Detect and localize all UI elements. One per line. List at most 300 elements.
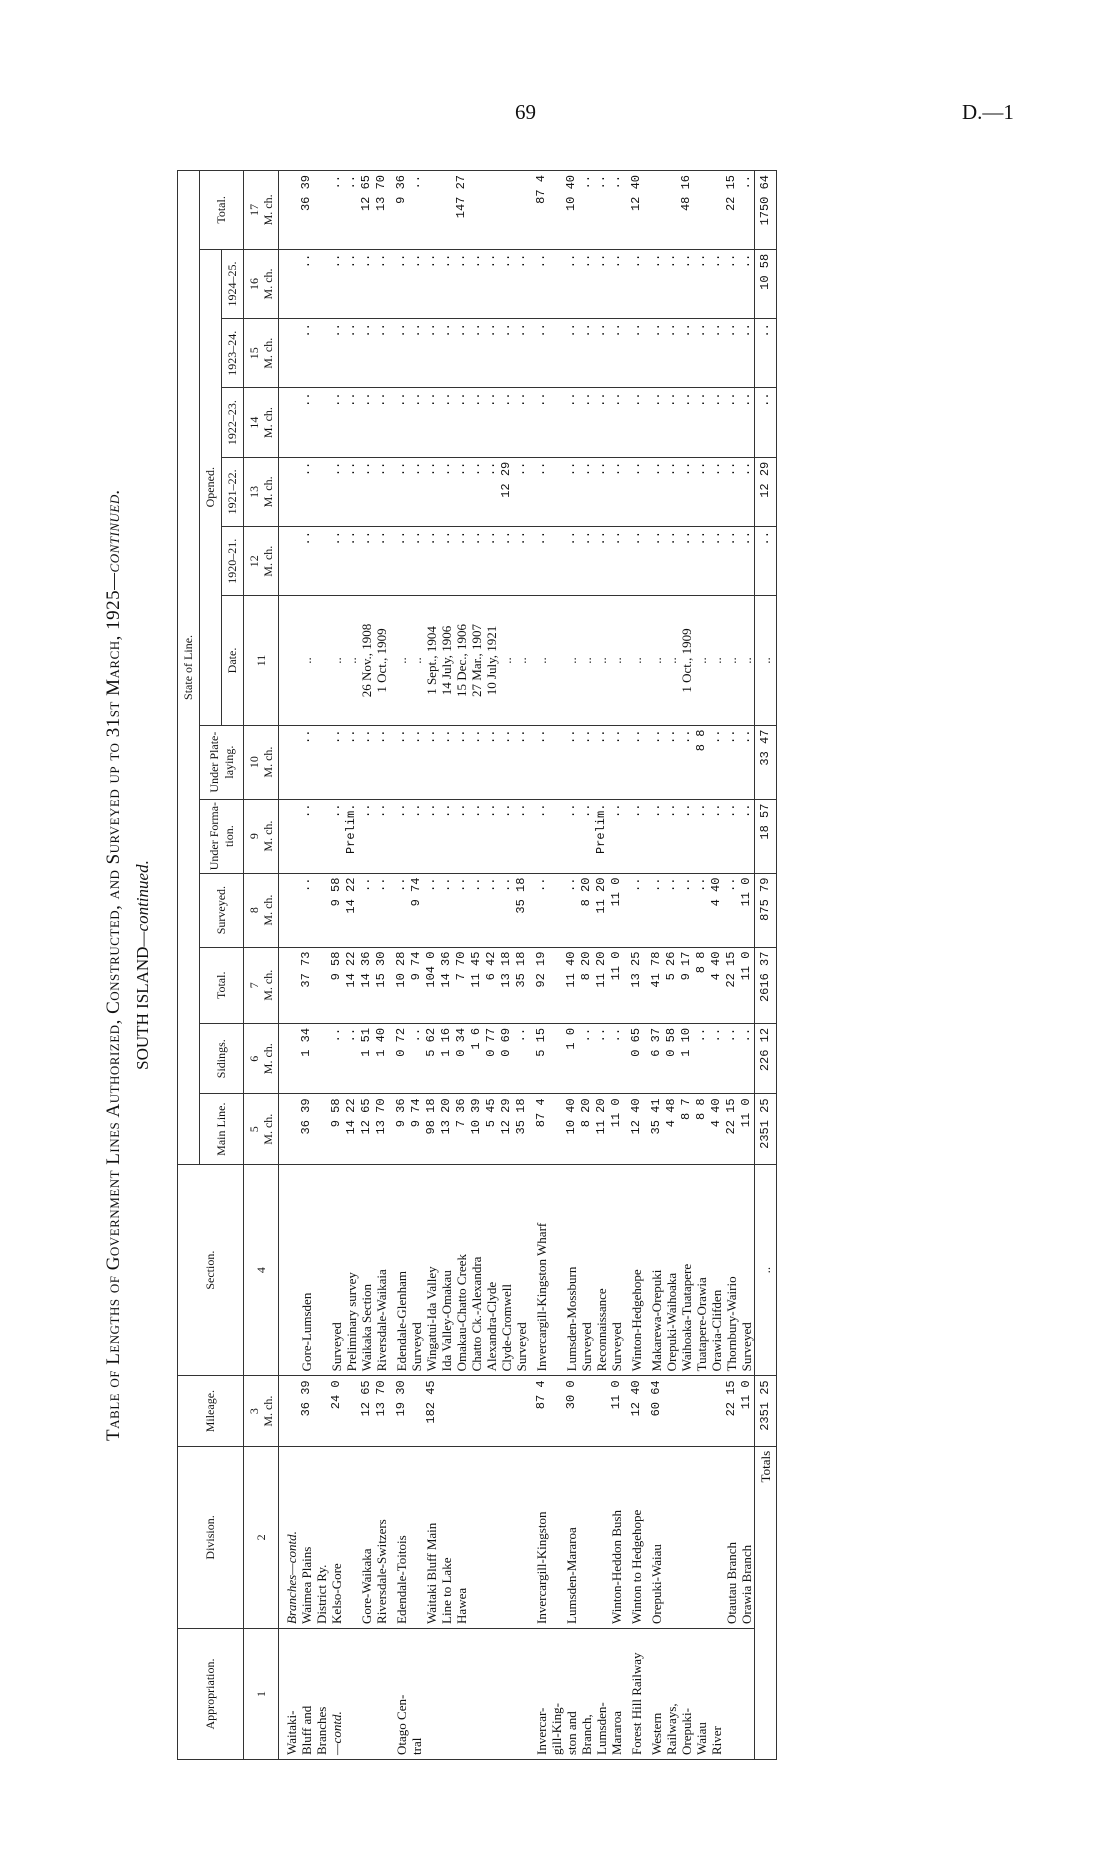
column-number-14	[244, 388, 279, 457]
cell-y5: ..	[579, 249, 594, 318]
cell-div: Winton to Hedgehope	[624, 1446, 644, 1628]
cell-y5: ..	[709, 249, 724, 318]
cell-sur: ..	[694, 873, 709, 947]
table-row	[694, 171, 709, 1760]
cell-main: 22 15	[724, 1094, 739, 1164]
cell-mil	[499, 1376, 514, 1446]
cell-sid	[549, 1023, 564, 1093]
cell-gt	[469, 171, 484, 250]
cell-tot: 14 22	[344, 947, 359, 1023]
cell-y2: ..	[374, 457, 389, 526]
cell-main: 11 0	[609, 1094, 624, 1164]
cell-app: Mararoa	[609, 1628, 624, 1759]
cell-y3: ..	[424, 388, 439, 457]
cell-sur: ..	[664, 873, 679, 947]
cell-date: 14 July, 1906	[439, 596, 454, 725]
cell-sec: Chatto Ck.-Alexandra	[469, 1164, 484, 1375]
cell-sid: ..	[329, 1023, 344, 1093]
cell-app	[439, 1628, 454, 1759]
cell-main: 87 4	[529, 1094, 549, 1164]
cell-y4: ..	[484, 319, 499, 388]
cell-y5: ..	[424, 249, 439, 318]
cell-div: Line to Lake	[439, 1446, 454, 1628]
cell-up: ..	[739, 725, 755, 799]
cell-date: ..	[594, 596, 609, 725]
cell-tot: 11 40	[564, 947, 579, 1023]
column-unit: M. ch.	[261, 545, 275, 577]
cell-uf	[549, 799, 564, 873]
header-year-1924: 1924–25.	[222, 249, 244, 318]
cell-sec: Makarewa-Orepuki	[644, 1164, 664, 1375]
table-row	[664, 171, 679, 1760]
cell-y2: ..	[514, 457, 529, 526]
cell-uf: ..	[564, 799, 579, 873]
cell-sid: 0 58	[664, 1023, 679, 1093]
cell-gt	[424, 171, 439, 250]
cell-y4: ..	[609, 319, 624, 388]
cell-y1: ..	[739, 527, 755, 596]
cell-gt	[279, 171, 300, 250]
cell-date: ..	[409, 596, 424, 725]
cell-date	[279, 596, 300, 725]
cell-sec: Thornbury-Wairio	[724, 1164, 739, 1375]
cell-sid: ..	[409, 1023, 424, 1093]
cell-uf: ..	[424, 799, 439, 873]
cell-y2: ..	[644, 457, 664, 526]
cell-up: ..	[299, 725, 314, 799]
cell-uf: ..	[709, 799, 724, 873]
cell-mil	[514, 1376, 529, 1446]
cell-y5: ..	[724, 249, 739, 318]
cell-y3: ..	[299, 388, 314, 457]
column-number-8	[244, 873, 279, 947]
table-row	[564, 171, 579, 1760]
totals-tot: 2616 37	[755, 947, 777, 1023]
cell-y1	[549, 527, 564, 596]
cell-div	[694, 1446, 709, 1628]
cell-app	[424, 1628, 439, 1759]
cell-y5: ..	[564, 249, 579, 318]
header-appropriation: Appropriation.	[178, 1628, 244, 1759]
cell-div	[664, 1446, 679, 1628]
cell-mil: 24 0	[329, 1376, 344, 1446]
table-row	[609, 171, 624, 1760]
totals-y2: 12 29	[755, 457, 777, 526]
cell-y2: ..	[329, 457, 344, 526]
cell-tot: 4 40	[709, 947, 724, 1023]
totals-gt: 1750 64	[755, 171, 777, 250]
cell-mil	[679, 1376, 694, 1446]
cell-mil: 12 65	[359, 1376, 374, 1446]
cell-up: ..	[724, 725, 739, 799]
table-row	[709, 171, 724, 1760]
cell-date: ..	[299, 596, 314, 725]
cell-tot: 11 0	[609, 947, 624, 1023]
cell-sid: 1 51	[359, 1023, 374, 1093]
cell-main: 10 40	[564, 1094, 579, 1164]
cell-y3: ..	[709, 388, 724, 457]
cell-main: 8 8	[694, 1094, 709, 1164]
cell-tot: 9 58	[329, 947, 344, 1023]
table-row	[279, 171, 300, 1760]
cell-main: 35 18	[514, 1094, 529, 1164]
cell-uf: ..	[609, 799, 624, 873]
cell-y4: ..	[329, 319, 344, 388]
cell-y4: ..	[644, 319, 664, 388]
cell-y4: ..	[529, 319, 549, 388]
cell-sid: 0 77	[484, 1023, 499, 1093]
cell-date: ..	[724, 596, 739, 725]
cell-div	[469, 1446, 484, 1628]
cell-sec: Ida Valley-Omakau	[439, 1164, 454, 1375]
header-under-formation: Under Forma- tion.	[200, 799, 244, 873]
table-title	[103, 140, 125, 1790]
cell-sid: 1 34	[299, 1023, 314, 1093]
cell-main: 98 18	[424, 1094, 439, 1164]
cell-sur: ..	[389, 873, 409, 947]
column-number: 15	[247, 347, 261, 360]
cell-sid: ..	[739, 1023, 755, 1093]
cell-app: River	[709, 1628, 724, 1759]
cell-y1: ..	[724, 527, 739, 596]
cell-sur: 4 40	[709, 873, 724, 947]
cell-y2	[549, 457, 564, 526]
cell-y2: 12 29	[499, 457, 514, 526]
cell-y1: ..	[299, 527, 314, 596]
header-date: Date.	[222, 596, 244, 725]
cell-sur: 11 0	[739, 873, 755, 947]
cell-y2: ..	[664, 457, 679, 526]
cell-sid: 6 37	[644, 1023, 664, 1093]
cell-date: 1 Oct., 1909	[679, 596, 694, 725]
cell-main: 7 36	[454, 1094, 469, 1164]
cell-sur: 14 22	[344, 873, 359, 947]
cell-tot: 13 18	[499, 947, 514, 1023]
cell-sec: Omakau-Chatto Creek	[454, 1164, 469, 1375]
table-body	[279, 171, 777, 1760]
cell-up: ..	[454, 725, 469, 799]
totals-sid: 226 12	[755, 1023, 777, 1093]
cell-y4: ..	[564, 319, 579, 388]
column-unit: M. ch.	[261, 969, 275, 1001]
column-number: 13	[247, 485, 261, 498]
cell-y2: ..	[424, 457, 439, 526]
cell-up: ..	[529, 725, 549, 799]
cell-sid: 1 10	[679, 1023, 694, 1093]
cell-uf: ..	[529, 799, 549, 873]
cell-sur: ..	[374, 873, 389, 947]
cell-y4: ..	[514, 319, 529, 388]
cell-div: Gore-Waikaka	[359, 1446, 374, 1628]
cell-uf: ..	[469, 799, 484, 873]
cell-y1: ..	[329, 527, 344, 596]
cell-sec	[314, 1164, 329, 1375]
cell-y3	[279, 388, 300, 457]
cell-mil	[454, 1376, 469, 1446]
cell-uf: ..	[514, 799, 529, 873]
cell-sur	[314, 873, 329, 947]
cell-y1: ..	[694, 527, 709, 596]
cell-y2: ..	[344, 457, 359, 526]
cell-uf: ..	[579, 799, 594, 873]
cell-mil	[279, 1376, 300, 1446]
cell-sid: 1 40	[374, 1023, 389, 1093]
cell-date: ..	[694, 596, 709, 725]
cell-app: —contd.	[329, 1628, 344, 1759]
cell-gt: 36 39	[299, 171, 314, 250]
cell-date: 10 July, 1921	[484, 596, 499, 725]
cell-mil	[549, 1376, 564, 1446]
cell-y5: ..	[344, 249, 359, 318]
cell-sec: Surveyed	[329, 1164, 344, 1375]
cell-sur: ..	[469, 873, 484, 947]
cell-date: ..	[564, 596, 579, 725]
cell-uf: ..	[739, 799, 755, 873]
cell-gt	[499, 171, 514, 250]
cell-y1: ..	[389, 527, 409, 596]
cell-mil	[709, 1376, 724, 1446]
table-subtitle	[133, 140, 153, 1790]
cell-y3: ..	[564, 388, 579, 457]
cell-main: 12 40	[624, 1094, 644, 1164]
cell-sur: 11 0	[609, 873, 624, 947]
cell-y5: ..	[529, 249, 549, 318]
cell-gt: 12 65	[359, 171, 374, 250]
cell-main: 8 7	[679, 1094, 694, 1164]
cell-tot: 9 74	[409, 947, 424, 1023]
cell-sid: ..	[609, 1023, 624, 1093]
cell-main	[279, 1094, 300, 1164]
column-number: 4	[254, 1267, 268, 1274]
totals-date: ..	[755, 596, 777, 725]
cell-up: ..	[424, 725, 439, 799]
cell-tot: 11 45	[469, 947, 484, 1023]
totals-up: 33 47	[755, 725, 777, 799]
cell-date: ..	[529, 596, 549, 725]
cell-y4: ..	[739, 319, 755, 388]
cell-main: 12 65	[359, 1094, 374, 1164]
cell-y2: ..	[469, 457, 484, 526]
cell-y1: ..	[679, 527, 694, 596]
cell-main	[314, 1094, 329, 1164]
cell-date: ..	[644, 596, 664, 725]
cell-y3: ..	[739, 388, 755, 457]
cell-sec	[279, 1164, 300, 1375]
column-number-10	[244, 725, 279, 799]
cell-y4: ..	[679, 319, 694, 388]
cell-y2: ..	[739, 457, 755, 526]
cell-y2: ..	[609, 457, 624, 526]
cell-y1: ..	[344, 527, 359, 596]
cell-tot	[549, 947, 564, 1023]
cell-tot: 11 20	[594, 947, 609, 1023]
header-surveyed: Surveyed.	[200, 873, 244, 947]
totals-sur: 875 79	[755, 873, 777, 947]
cell-gt: ..	[609, 171, 624, 250]
column-number-11	[244, 596, 279, 725]
cell-mil: 11 0	[739, 1376, 755, 1446]
cell-tot	[279, 947, 300, 1023]
cell-y3: ..	[579, 388, 594, 457]
header-section: Section.	[178, 1164, 244, 1375]
cell-up: ..	[439, 725, 454, 799]
column-number-5	[244, 1094, 279, 1164]
cell-up: ..	[484, 725, 499, 799]
cell-tot: 22 15	[724, 947, 739, 1023]
cell-div	[344, 1446, 359, 1628]
cell-up: ..	[409, 725, 424, 799]
cell-y1: ..	[644, 527, 664, 596]
cell-main: 35 41	[644, 1094, 664, 1164]
cell-main: 5 45	[484, 1094, 499, 1164]
cell-y5: ..	[624, 249, 644, 318]
cell-gt: 12 40	[624, 171, 644, 250]
cell-y2: ..	[359, 457, 374, 526]
cell-sec: Surveyed	[739, 1164, 755, 1375]
cell-uf: ..	[499, 799, 514, 873]
cell-sur: 8 20	[579, 873, 594, 947]
cell-y5: ..	[679, 249, 694, 318]
cell-sur: ..	[424, 873, 439, 947]
cell-sur: ..	[564, 873, 579, 947]
totals-y4: ..	[755, 319, 777, 388]
cell-up: ..	[514, 725, 529, 799]
cell-sur: ..	[679, 873, 694, 947]
cell-app: Invercar-	[529, 1628, 549, 1759]
cell-app	[454, 1628, 469, 1759]
cell-mil: 30 0	[564, 1376, 579, 1446]
cell-sec	[549, 1164, 564, 1375]
cell-y1: ..	[359, 527, 374, 596]
cell-main: 8 20	[579, 1094, 594, 1164]
cell-y5: ..	[694, 249, 709, 318]
lines-table	[177, 170, 777, 1760]
column-number: 10	[247, 756, 261, 769]
table-row	[329, 171, 344, 1760]
cell-sur: ..	[724, 873, 739, 947]
column-unit: M. ch.	[261, 476, 275, 508]
cell-sid: ..	[709, 1023, 724, 1093]
header-division: Division.	[178, 1446, 244, 1628]
cell-y3: ..	[469, 388, 484, 457]
totals-sec: ..	[755, 1164, 777, 1375]
cell-gt: 10 40	[564, 171, 579, 250]
totals-y1: ..	[755, 527, 777, 596]
cell-uf: ..	[644, 799, 664, 873]
table-row	[579, 171, 594, 1760]
cell-mil: 87 4	[529, 1376, 549, 1446]
cell-app	[514, 1628, 529, 1759]
cell-main: 12 29	[499, 1094, 514, 1164]
cell-gt: 48 16	[679, 171, 694, 250]
column-number-12	[244, 527, 279, 596]
cell-app	[739, 1628, 755, 1759]
cell-sec: Gore-Lumsden	[299, 1164, 314, 1375]
cell-sur: 9 74	[409, 873, 424, 947]
cell-y2: ..	[579, 457, 594, 526]
cell-sur	[279, 873, 300, 947]
cell-app	[484, 1628, 499, 1759]
cell-div	[549, 1446, 564, 1628]
cell-y1: ..	[529, 527, 549, 596]
cell-y2: ..	[484, 457, 499, 526]
cell-y1: ..	[514, 527, 529, 596]
cell-sid: 5 62	[424, 1023, 439, 1093]
cell-main: 9 58	[329, 1094, 344, 1164]
cell-main: 13 20	[439, 1094, 454, 1164]
cell-y2: ..	[624, 457, 644, 526]
cell-up: ..	[709, 725, 724, 799]
cell-up	[314, 725, 329, 799]
cell-sec: Edendale-Glenham	[389, 1164, 409, 1375]
cell-date: ..	[624, 596, 644, 725]
cell-y3: ..	[514, 388, 529, 457]
column-unit: M. ch.	[261, 1113, 275, 1145]
cell-tot: 37 73	[299, 947, 314, 1023]
column-number: 5	[247, 1126, 261, 1133]
column-unit: M. ch.	[261, 746, 275, 778]
cell-main: 14 22	[344, 1094, 359, 1164]
cell-mil	[664, 1376, 679, 1446]
totals-label: Totals	[755, 1446, 777, 1759]
cell-y3: ..	[439, 388, 454, 457]
cell-date: ..	[609, 596, 624, 725]
totals-mil: 2351 25	[755, 1376, 777, 1446]
cell-gt	[549, 171, 564, 250]
cell-y4	[549, 319, 564, 388]
header-main-line: Main Line.	[200, 1094, 244, 1164]
cell-uf: ..	[724, 799, 739, 873]
column-unit: M. ch.	[261, 407, 275, 439]
cell-sid: ..	[579, 1023, 594, 1093]
cell-sec: Tuatapere-Orawia	[694, 1164, 709, 1375]
cell-y4: ..	[499, 319, 514, 388]
totals-y3: ..	[755, 388, 777, 457]
cell-y4: ..	[469, 319, 484, 388]
cell-div: Edendale-Toitois	[389, 1446, 409, 1628]
cell-uf: ..	[439, 799, 454, 873]
cell-sur: ..	[624, 873, 644, 947]
cell-main: 9 74	[409, 1094, 424, 1164]
cell-y3: ..	[389, 388, 409, 457]
table-row	[499, 171, 514, 1760]
cell-y3: ..	[624, 388, 644, 457]
cell-y1: ..	[499, 527, 514, 596]
cell-y4	[314, 319, 329, 388]
cell-y4: ..	[664, 319, 679, 388]
table-row	[409, 171, 424, 1760]
cell-y4: ..	[409, 319, 424, 388]
column-number: 2	[254, 1534, 268, 1541]
cell-sid: ..	[344, 1023, 359, 1093]
cell-y3: ..	[594, 388, 609, 457]
cell-y4: ..	[424, 319, 439, 388]
column-unit: M. ch.	[261, 268, 275, 300]
cell-y3	[549, 388, 564, 457]
cell-y1: ..	[454, 527, 469, 596]
subtitle-continued: —continued.	[133, 860, 152, 947]
cell-date: ..	[739, 596, 755, 725]
cell-sur: ..	[439, 873, 454, 947]
cell-main: 13 70	[374, 1094, 389, 1164]
cell-tot: 104 0	[424, 947, 439, 1023]
cell-div	[514, 1446, 529, 1628]
cell-y4	[279, 319, 300, 388]
cell-y1: ..	[664, 527, 679, 596]
cell-div	[679, 1446, 694, 1628]
cell-app: gill-King-	[549, 1628, 564, 1759]
header-year-1921: 1921–22.	[222, 457, 244, 526]
